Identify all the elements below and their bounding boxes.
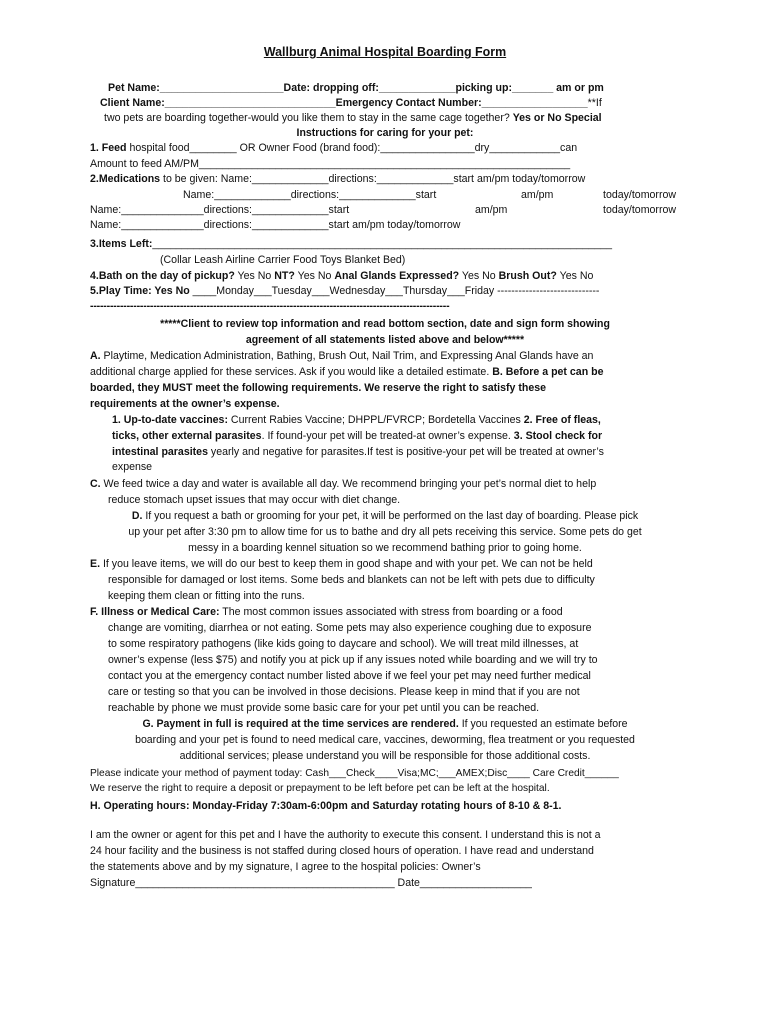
client-name-field[interactable]: Client Name:_____________________________ [100, 97, 336, 109]
medication-3-ampm[interactable]: am/pm [475, 204, 508, 216]
review-notice-line-1: *****Client to review top information and read bottom section, date and sign form showing [160, 318, 610, 330]
note-marker: **If [587, 97, 602, 109]
section-f-line-4: owner’s expense (less $75) and notify you at pick up if any issues noted while boarding and we will try to [108, 654, 598, 666]
intestinal-parasites-text: yearly and negative for parasites.If test is positive-your pet will be treated at owner’s [207, 446, 604, 458]
section-d-text: If you request a bath or grooming for your pet, it will be performed on the last day of boarding. Please pick [142, 510, 639, 522]
fleas-label: 2. Free of fleas, [523, 414, 601, 426]
section-c-line-2: reduce stomach upset issues that may occur with diet change. [108, 494, 401, 506]
anal-glands-yes-no[interactable]: Yes No [459, 270, 499, 282]
play-time-label[interactable]: 5.Play Time: Yes No [90, 285, 193, 297]
header-line-2 [100, 96, 602, 112]
section-e-text: If you leave items, we will do our best to keep them in good shape and with your pet. We can not be held [100, 558, 593, 570]
review-notice-line-2: agreement of all statements listed above and below***** [245, 334, 525, 346]
section-f-line-7: reachable by phone we must provide some basic care for your pet until you can be reached. [108, 702, 540, 714]
items-left-field[interactable]: ______________________________________________________________________________ [152, 238, 612, 250]
section-b-line-2: boarded, they MUST meet the following requirements. We reserve the right to satisfy these [90, 382, 547, 394]
section-e-line-2: responsible for damaged or lost items. Some beds and blankets can not be left with pets due to difficulty [108, 574, 595, 586]
special-instructions-heading: Instructions for caring for your pet: [296, 127, 474, 139]
pick-up-field[interactable]: picking up:_______ am or pm [455, 82, 604, 94]
nail-trim-label: NT? [274, 270, 295, 282]
play-time-line [90, 284, 599, 300]
medication-2-day[interactable]: today/tomorrow [603, 189, 677, 201]
form-title: Wallburg Animal Hospital Boarding Form [263, 45, 507, 59]
section-a-label: A. [90, 350, 101, 362]
medication-1-fields[interactable]: to be given: Name:_____________directions:_____________start am/pm today/tomorrow [160, 173, 586, 185]
brush-out-yes-no[interactable]: Yes No [556, 270, 594, 282]
owner-signature-field[interactable]: Signature____________________________________________ [90, 877, 395, 889]
section-a-text: Playtime, Medication Administration, Bathing, Brush Out, Nail Trim, and Expressing Anal Glands have an [100, 350, 594, 362]
section-a-line-2 [90, 365, 603, 381]
section-c-text: We feed twice a day and water is available all day. We recommend bringing your pet’s normal diet to help [100, 478, 597, 490]
pet-name-field[interactable]: Pet Name:_____________________ [108, 82, 284, 94]
signature-line [90, 876, 532, 892]
section-f-label: F. Illness or Medical Care: [90, 606, 220, 618]
items-examples: (Collar Leash Airline Carrier Food Toys Blanket Bed) [160, 254, 406, 266]
section-f-line-1 [90, 605, 563, 621]
brush-out-label: Brush Out? [498, 270, 557, 282]
feed-label: 1. Feed [90, 142, 127, 154]
medications-line-1 [90, 172, 585, 188]
section-g-line-1 [2, 717, 768, 733]
section-c-line-1 [90, 477, 596, 493]
bath-yes-no[interactable]: Yes No [234, 270, 275, 282]
section-a-text-2: additional charge applied for these services. Ask if you would like a detailed estimate. [90, 366, 493, 378]
section-g-line-3: additional services; please understand you will be responsible for those additional costs. [179, 750, 591, 762]
medication-4-fields[interactable]: Name:______________directions:_____________start am/pm today/tomorrow [90, 219, 461, 231]
section-e-line-3: keeping them clean or fitting into the runs. [108, 590, 305, 602]
same-cage-question: two pets are boarding together-would you like them to stay in the same cage together? [104, 112, 513, 124]
items-left-label: 3.Items Left: [90, 238, 153, 250]
section-a-line-1 [90, 349, 593, 365]
section-g-line-2: boarding and your pet is found to need medical care, vaccines, deworming, flea treatment or you requested [135, 734, 635, 746]
feed-line [90, 141, 577, 157]
vaccines-label: 1. Up-to-date vaccines: [112, 414, 228, 426]
section-b-line-3: requirements at the owner’s expense. [90, 398, 280, 410]
parasites-label: ticks, other external parasites [112, 430, 262, 442]
header-line-3 [104, 111, 602, 127]
bath-label: 4.Bath on the day of pickup? [90, 270, 235, 282]
items-left-line [90, 237, 612, 253]
section-f-line-3: to some respiratory pathogens (like kids going to daycare and school). We will treat mild illnesses, at [108, 638, 579, 650]
emergency-contact-field[interactable]: Emergency Contact Number:__________________ [335, 97, 588, 109]
section-f-line-6: care or testing so that you can be involved in those decisions. Please keep in mind that if you are not [108, 686, 580, 698]
consent-line-2: 24 hour facility and the business is not staffed during closed hours of operation. I have read and understand [90, 845, 594, 857]
requirements-line-4: expense [112, 461, 153, 473]
section-e-line-1 [90, 557, 593, 573]
consent-line-1: I am the owner or agent for this pet and I have the authority to execute this consent. I understand this is not a [90, 829, 601, 841]
play-time-days[interactable]: ____Monday___Tuesday___Wednesday___Thursday___Friday ----------------------------- [192, 285, 600, 297]
section-d-line-2: up your pet after 3:30 pm to allow time for us to bathe and dry all pets receiving this service. Some pets do get [128, 526, 642, 538]
anal-glands-label: Anal Glands Expressed? [334, 270, 460, 282]
section-d-line-1 [2, 509, 768, 525]
requirements-line-1 [112, 413, 601, 429]
section-f-line-5: contact you at the emergency contact number listed above if we feel your pet may need further medical [108, 670, 591, 682]
drop-off-date-field[interactable]: Date: dropping off:_____________ [283, 82, 456, 94]
medication-2-ampm[interactable]: am/pm [521, 189, 554, 201]
section-c-label: C. [90, 478, 101, 490]
vaccines-text: Current Rabies Vaccine; DHPPL/FVRCP; Bordetella Vaccines [227, 414, 524, 426]
medication-3-fields[interactable]: Name:______________directions:_____________start [90, 204, 350, 216]
section-d-line-3: messy in a boarding kennel situation so we recommend bathing prior to going home. [188, 542, 582, 554]
signature-date-field[interactable]: Date___________________ [397, 877, 532, 889]
header-line-1 [108, 81, 604, 97]
medication-2-fields[interactable]: Name:_____________directions:_____________start [183, 189, 437, 201]
stool-check-label: 3. Stool check for [513, 430, 603, 442]
section-g-heading: G. Payment in full is required at the time services are rendered. [142, 718, 459, 730]
parasites-text: . If found-your pet will be treated-at owner’s expense. [261, 430, 514, 442]
consent-line-3: the statements above and by my signature, I agree to the hospital policies: Owner’s [90, 861, 481, 873]
section-g-text: If you requested an estimate before [458, 718, 628, 730]
feed-fields[interactable]: hospital food________ OR Owner Food (brand food):________________dry____________can [126, 142, 578, 154]
feed-amount-field[interactable]: Amount to feed AM/PM_______________________________________________________________ [90, 158, 571, 170]
section-b-heading: B. Before a pet can be [492, 366, 604, 378]
payment-method-field[interactable]: Please indicate your method of payment today: Cash___Check____Visa;MC;___AMEX;Disc____ Care Credit______ [90, 768, 619, 779]
divider-dashes: ------------------------------------------------------------------------------------------------------------ [90, 300, 450, 312]
same-cage-yes-no[interactable]: Yes or No Special [512, 112, 602, 124]
requirements-line-3 [112, 445, 604, 461]
requirements-line-2 [112, 429, 602, 445]
medication-3-day[interactable]: today/tomorrow [603, 204, 677, 216]
nail-trim-yes-no[interactable]: Yes No [294, 270, 335, 282]
operating-hours: H. Operating hours: Monday-Friday 7:30am-6:00pm and Saturday rotating hours of 8-10 & 8-1. [90, 800, 562, 812]
medications-label: 2.Medications [90, 173, 161, 185]
section-f-line-2: change are vomiting, diarrhea or not eating. Some pets may also experience coughing due to exposure [108, 622, 592, 634]
section-f-text: The most common issues associated with stress from boarding or a food [219, 606, 563, 618]
section-e-label: E. [90, 558, 101, 570]
intestinal-parasites-label: intestinal parasites [112, 446, 208, 458]
bath-line [90, 269, 593, 285]
deposit-notice: We reserve the right to require a deposit or prepayment to be left before pet can be left at the hospital. [90, 783, 550, 794]
section-d-label: D. [131, 510, 143, 522]
